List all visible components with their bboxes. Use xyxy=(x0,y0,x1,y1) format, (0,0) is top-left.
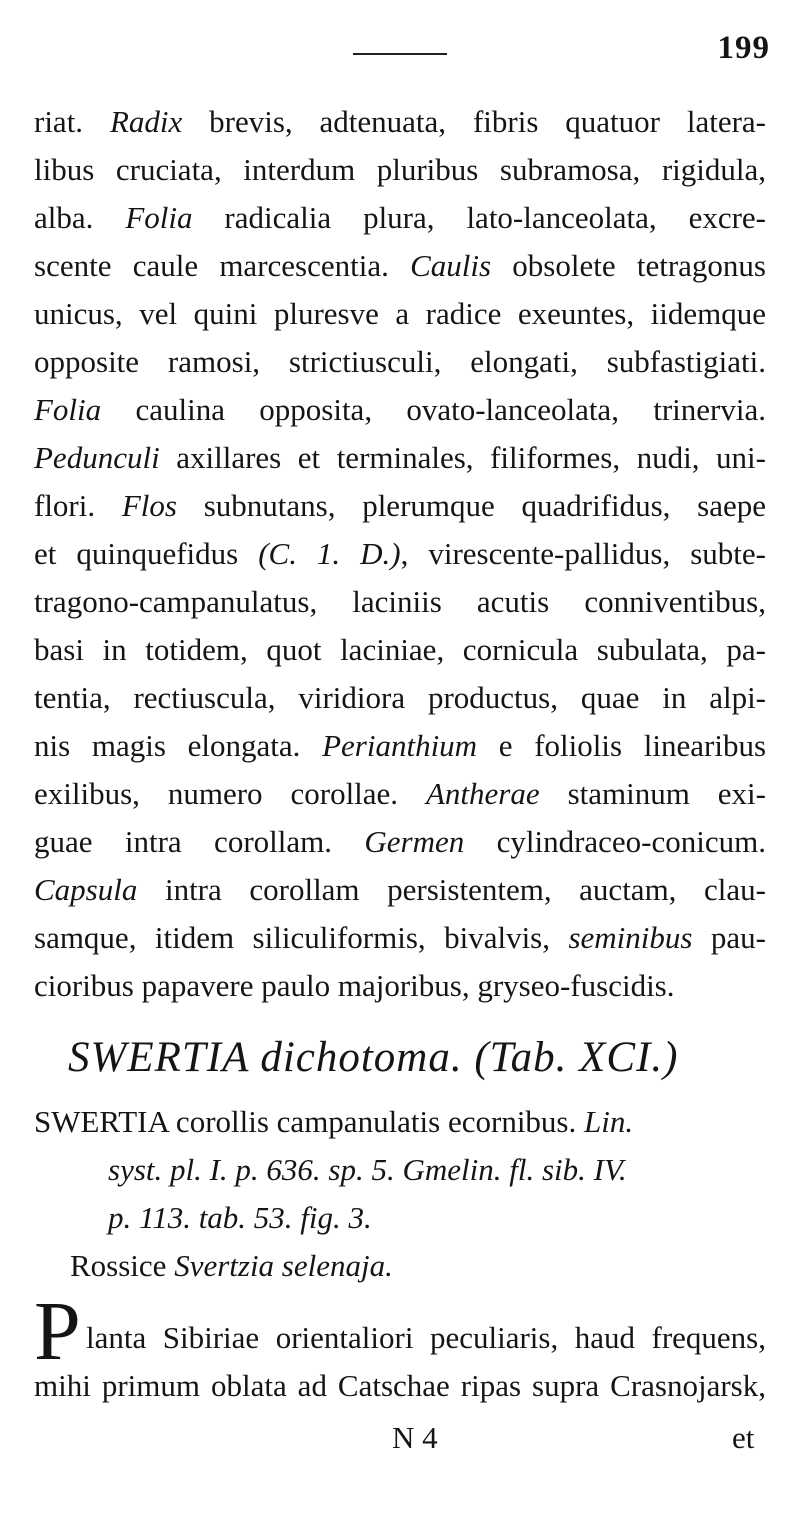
text-line: Folia caulina opposita, ovato-lanceolata, trinervia. xyxy=(34,392,766,427)
text-line: lanta Sibiriae orientaliori peculiaris, haud frequens, xyxy=(86,1320,766,1355)
page-number: 199 xyxy=(717,30,770,66)
text-line: nis magis elongata. Perianthium e foliolis linearibus xyxy=(34,728,767,763)
signature-mark: N 4 xyxy=(392,1420,438,1455)
text-line: et quinquefidus (C. 1. D.), virescente-pallidus, subte- xyxy=(34,536,766,571)
species-heading: SWERTIA dichotoma. (Tab. XCI.) xyxy=(68,1034,679,1081)
synonym-line: p. 113. tab. 53. fig. 3. xyxy=(108,1200,372,1235)
header-rule xyxy=(353,53,447,55)
text-line: flori. Flos subnutans, plerumque quadrifidus, saepe xyxy=(34,488,767,523)
synonym-line: syst. pl. I. p. 636. sp. 5. Gmelin. fl. sib. IV. xyxy=(108,1152,627,1187)
text-line: alba. Folia radicalia plura, lato-lanceolata, excre- xyxy=(34,200,766,235)
drop-cap: P xyxy=(34,1285,81,1378)
text-line: Pedunculi axillares et terminales, filiformes, nudi, uni- xyxy=(34,440,766,475)
text-line: guae intra corollam. Germen cylindraceo-conicum. xyxy=(34,824,766,859)
text-line: riat. Radix brevis, adtenuata, fibris quatuor latera- xyxy=(34,104,766,139)
text-line: tentia, rectiuscula, viridiora productus, quae in alpi- xyxy=(34,680,766,715)
text-line: exilibus, numero corollae. Antherae staminum exi- xyxy=(34,776,766,811)
text-line: cioribus papavere paulo majoribus, gryseo-fuscidis. xyxy=(34,968,675,1003)
catchword: et xyxy=(732,1420,755,1455)
text-line: basi in totidem, quot laciniae, cornicula subulata, pa- xyxy=(34,632,766,667)
text-line: Capsula intra corollam persistentem, auctam, clau- xyxy=(34,872,766,907)
synonym-line: SWERTIA corollis campanulatis ecornibus. Lin. xyxy=(34,1104,634,1139)
text-line: tragono-campanulatus, laciniis acutis conniventibus, xyxy=(34,584,766,619)
text-line: opposite ramosi, strictiusculi, elongati, subfastigiati. xyxy=(34,344,766,379)
text-line: samque, itidem siliculiformis, bivalvis, seminibus pau- xyxy=(34,920,766,955)
russian-name: Rossice Svertzia selenaja. xyxy=(70,1248,393,1283)
text-line: scente caule marcescentia. Caulis obsolete tetragonus xyxy=(34,248,766,283)
text-line: libus cruciata, interdum pluribus subramosa, rigidula, xyxy=(34,152,766,187)
text-line: unicus, vel quini pluresve a radice exeuntes, iidemque xyxy=(34,296,766,331)
text-line: mihi primum oblata ad Catschae ripas supra Crasnojarsk, xyxy=(34,1368,766,1403)
